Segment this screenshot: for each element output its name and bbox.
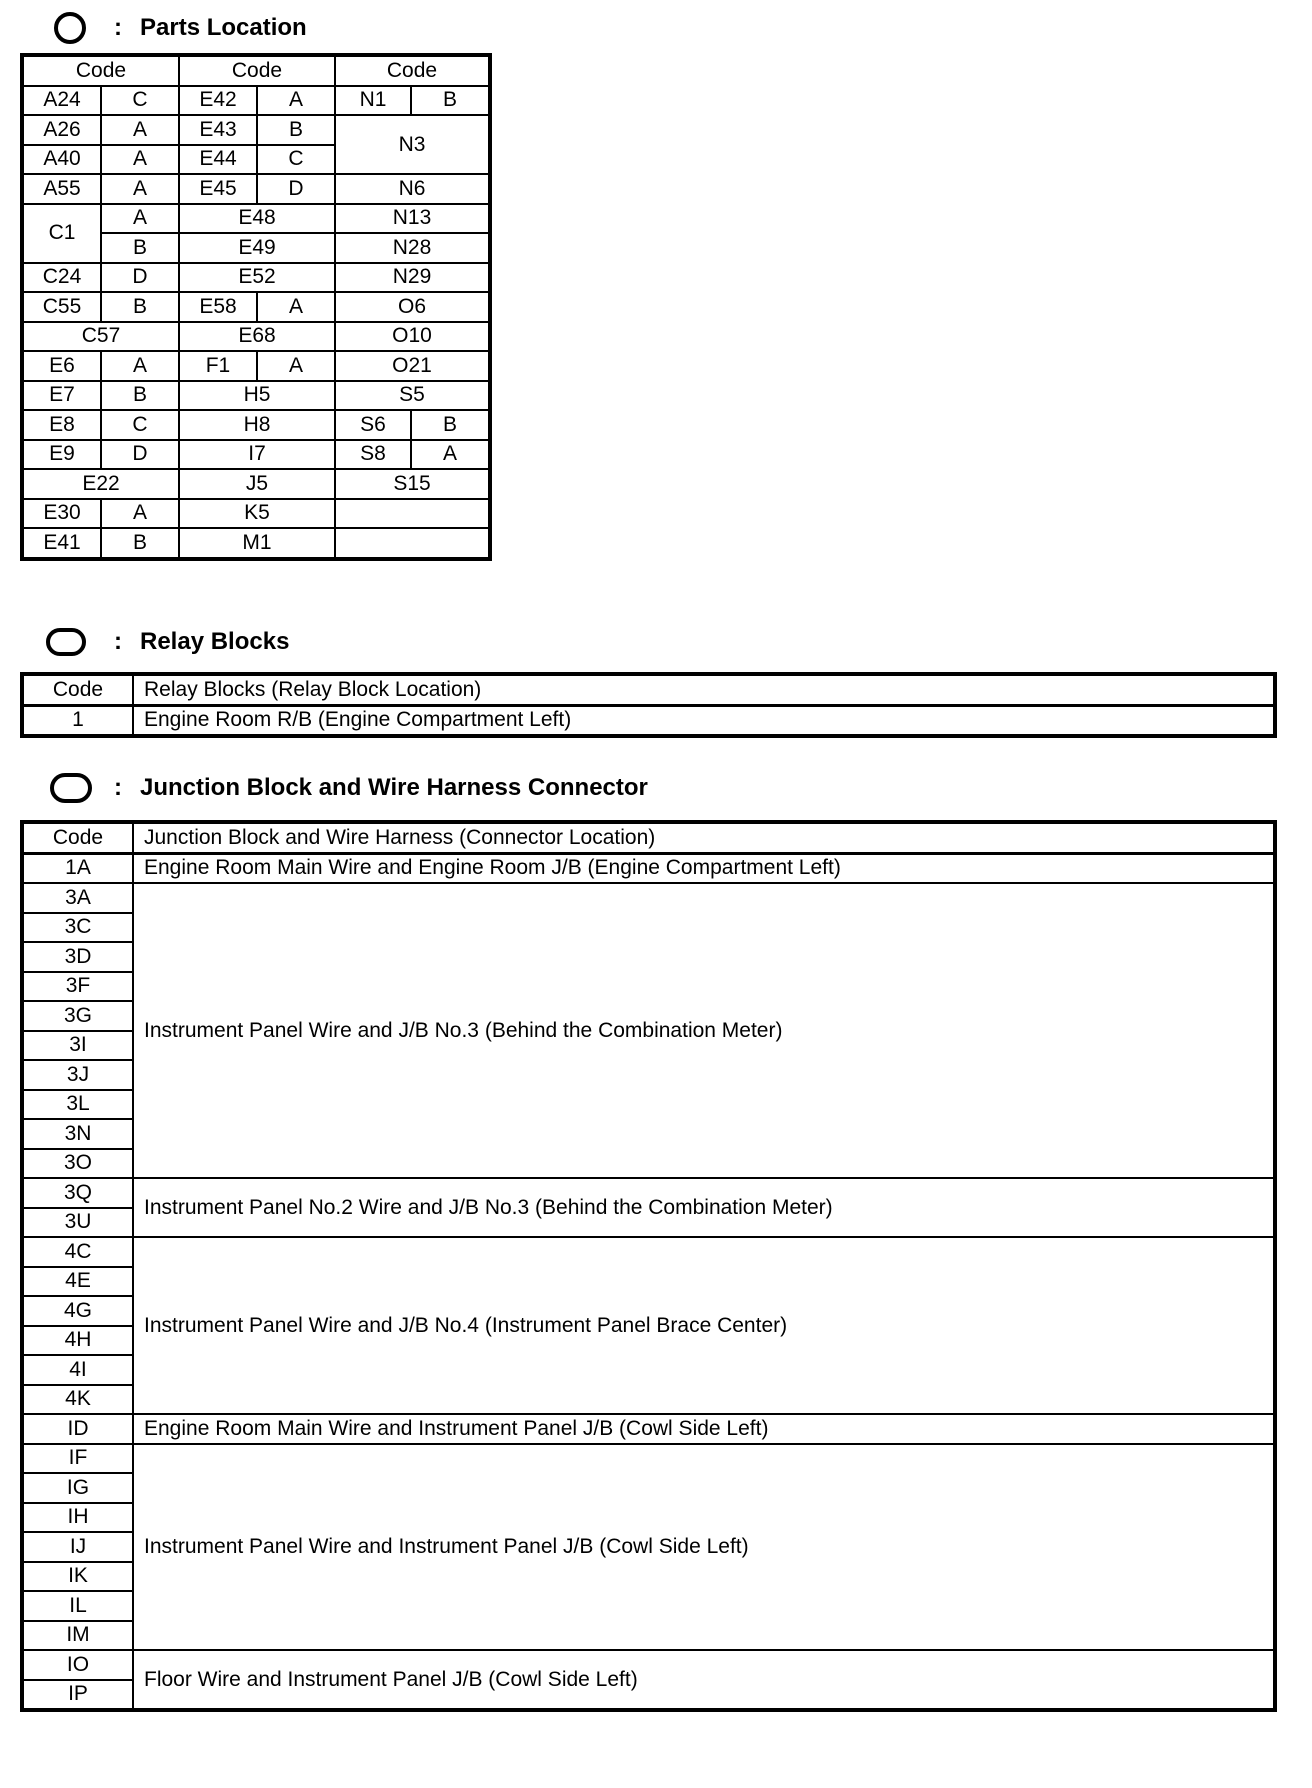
code-cell: E68: [179, 322, 335, 352]
code-cell: 3F: [23, 972, 133, 1002]
relay-blocks-title: Relay Blocks: [140, 628, 290, 655]
code-cell: E30: [23, 499, 101, 529]
table-row: [23, 440, 489, 470]
code-cell: 3L: [23, 1090, 133, 1120]
code-cell: C24: [23, 263, 101, 293]
location-cell: Engine Room R/B (Engine Compartment Left): [133, 705, 1274, 735]
code-cell: IL: [23, 1591, 133, 1621]
code-cell: S15: [335, 469, 489, 499]
code-cell: A55: [23, 174, 101, 204]
table-row: [23, 883, 1274, 913]
empty-cell: [335, 528, 489, 558]
header-cell: Code: [23, 675, 133, 705]
table-row: [23, 292, 489, 322]
code-cell: E52: [179, 263, 335, 293]
heading-colon: :: [114, 14, 122, 41]
code-cell: 3O: [23, 1149, 133, 1179]
code-cell: 4K: [23, 1385, 133, 1415]
location-cell: A: [257, 292, 335, 322]
code-cell: 1: [23, 705, 133, 735]
code-cell: E7: [23, 381, 101, 411]
code-cell: E48: [179, 204, 335, 234]
location-cell: B: [101, 528, 179, 558]
location-cell: Instrument Panel No.2 Wire and J/B No.3 (Behind the Combination Meter): [133, 1178, 1274, 1237]
code-cell: 3N: [23, 1119, 133, 1149]
table-row: [23, 381, 489, 411]
header-cell: Code: [23, 823, 133, 853]
location-cell: A: [101, 115, 179, 145]
header-cell: Relay Blocks (Relay Block Location): [133, 675, 1274, 705]
code-cell: J5: [179, 469, 335, 499]
header-cell: Code: [23, 56, 179, 86]
table-row: [23, 86, 489, 116]
table-row: [23, 1414, 1274, 1444]
code-cell: IP: [23, 1680, 133, 1710]
location-cell: B: [411, 86, 489, 116]
location-cell: B: [101, 292, 179, 322]
oval-symbol-icon: [50, 773, 92, 803]
code-cell: E43: [179, 115, 257, 145]
parts-location-table: [22, 55, 490, 559]
code-cell: E41: [23, 528, 101, 558]
location-cell: Floor Wire and Instrument Panel J/B (Cowl Side Left): [133, 1650, 1274, 1709]
location-cell: Engine Room Main Wire and Engine Room J/B (Engine Compartment Left): [133, 853, 1274, 883]
code-cell: 3U: [23, 1208, 133, 1238]
location-cell: B: [257, 115, 335, 145]
table-row: [23, 410, 489, 440]
code-cell: E9: [23, 440, 101, 470]
location-cell: D: [101, 440, 179, 470]
code-cell: S6: [335, 410, 411, 440]
code-cell: E45: [179, 174, 257, 204]
code-cell: 4C: [23, 1237, 133, 1267]
code-cell: E6: [23, 351, 101, 381]
location-cell: A: [101, 174, 179, 204]
junction-block-heading: [44, 768, 648, 808]
relay-blocks-table: [22, 674, 1275, 736]
code-cell: H8: [179, 410, 335, 440]
code-cell: C1: [23, 204, 101, 263]
code-cell: E42: [179, 86, 257, 116]
code-cell: O6: [335, 292, 489, 322]
location-cell: Engine Room Main Wire and Instrument Panel J/B (Cowl Side Left): [133, 1414, 1274, 1444]
location-cell: B: [101, 381, 179, 411]
rounded-rect-symbol-icon: [46, 628, 86, 656]
table-row: [23, 853, 1274, 883]
circle-symbol-icon: [54, 12, 86, 44]
code-cell: 3Q: [23, 1178, 133, 1208]
code-cell: H5: [179, 381, 335, 411]
code-cell: E22: [23, 469, 179, 499]
code-cell: A40: [23, 145, 101, 175]
table-row: [23, 1178, 1274, 1208]
location-cell: Instrument Panel Wire and Instrument Panel J/B (Cowl Side Left): [133, 1444, 1274, 1651]
empty-cell: [335, 499, 489, 529]
code-cell: E44: [179, 145, 257, 175]
code-cell: ID: [23, 1414, 133, 1444]
table-header-row: [23, 823, 1274, 853]
code-cell: I7: [179, 440, 335, 470]
code-cell: N13: [335, 204, 489, 234]
code-cell: C57: [23, 322, 179, 352]
location-cell: A: [257, 351, 335, 381]
code-cell: 4E: [23, 1267, 133, 1297]
table-row: [23, 322, 489, 352]
table-row: [23, 1444, 1274, 1474]
location-cell: C: [101, 410, 179, 440]
table-row: [23, 204, 489, 234]
code-cell: N3: [335, 115, 489, 174]
parts-location-title: Parts Location: [140, 14, 307, 41]
code-cell: 3A: [23, 883, 133, 913]
code-cell: 4G: [23, 1296, 133, 1326]
code-cell: A24: [23, 86, 101, 116]
parts-location-heading: [44, 8, 307, 48]
location-cell: Instrument Panel Wire and J/B No.4 (Instrument Panel Brace Center): [133, 1237, 1274, 1414]
location-cell: A: [101, 499, 179, 529]
code-cell: N6: [335, 174, 489, 204]
location-cell: B: [101, 233, 179, 263]
location-cell: Instrument Panel Wire and J/B No.3 (Behind the Combination Meter): [133, 883, 1274, 1178]
code-cell: IJ: [23, 1532, 133, 1562]
code-cell: A26: [23, 115, 101, 145]
code-cell: 4H: [23, 1326, 133, 1356]
table-header-row: [23, 56, 489, 86]
code-cell: 4I: [23, 1355, 133, 1385]
table-row: [23, 469, 489, 499]
code-cell: O21: [335, 351, 489, 381]
code-cell: K5: [179, 499, 335, 529]
table-header-row: [23, 675, 1274, 705]
header-cell: Junction Block and Wire Harness (Connector Location): [133, 823, 1274, 853]
code-cell: IK: [23, 1562, 133, 1592]
relay-blocks-heading: [44, 622, 289, 662]
table-row: [23, 174, 489, 204]
table-row: [23, 705, 1274, 735]
location-cell: A: [257, 86, 335, 116]
heading-colon: :: [114, 628, 122, 655]
code-cell: S8: [335, 440, 411, 470]
table-row: [23, 528, 489, 558]
code-cell: IG: [23, 1473, 133, 1503]
code-cell: S5: [335, 381, 489, 411]
table-row: [23, 115, 489, 145]
table-row: [23, 351, 489, 381]
code-cell: N29: [335, 263, 489, 293]
code-cell: 3J: [23, 1060, 133, 1090]
location-cell: A: [411, 440, 489, 470]
header-cell: Code: [335, 56, 489, 86]
code-cell: E58: [179, 292, 257, 322]
heading-colon: :: [114, 774, 122, 801]
location-cell: A: [101, 351, 179, 381]
code-cell: C55: [23, 292, 101, 322]
code-cell: IH: [23, 1503, 133, 1533]
location-cell: C: [257, 145, 335, 175]
code-cell: IO: [23, 1650, 133, 1680]
code-cell: 3I: [23, 1031, 133, 1061]
code-cell: IM: [23, 1621, 133, 1651]
location-cell: C: [101, 86, 179, 116]
junction-block-table: [22, 822, 1275, 1710]
code-cell: M1: [179, 528, 335, 558]
code-cell: 3C: [23, 913, 133, 943]
code-cell: N1: [335, 86, 411, 116]
location-cell: A: [101, 145, 179, 175]
location-cell: A: [101, 204, 179, 234]
code-cell: IF: [23, 1444, 133, 1474]
location-cell: D: [257, 174, 335, 204]
code-cell: O10: [335, 322, 489, 352]
code-cell: E49: [179, 233, 335, 263]
table-row: [23, 1650, 1274, 1680]
header-cell: Code: [179, 56, 335, 86]
table-row: [23, 499, 489, 529]
code-cell: 1A: [23, 853, 133, 883]
location-cell: D: [101, 263, 179, 293]
junction-block-title: Junction Block and Wire Harness Connector: [140, 774, 648, 801]
table-row: [23, 263, 489, 293]
code-cell: N28: [335, 233, 489, 263]
location-cell: B: [411, 410, 489, 440]
code-cell: 3G: [23, 1001, 133, 1031]
code-cell: 3D: [23, 942, 133, 972]
table-row: [23, 1237, 1274, 1267]
code-cell: E8: [23, 410, 101, 440]
code-cell: F1: [179, 351, 257, 381]
